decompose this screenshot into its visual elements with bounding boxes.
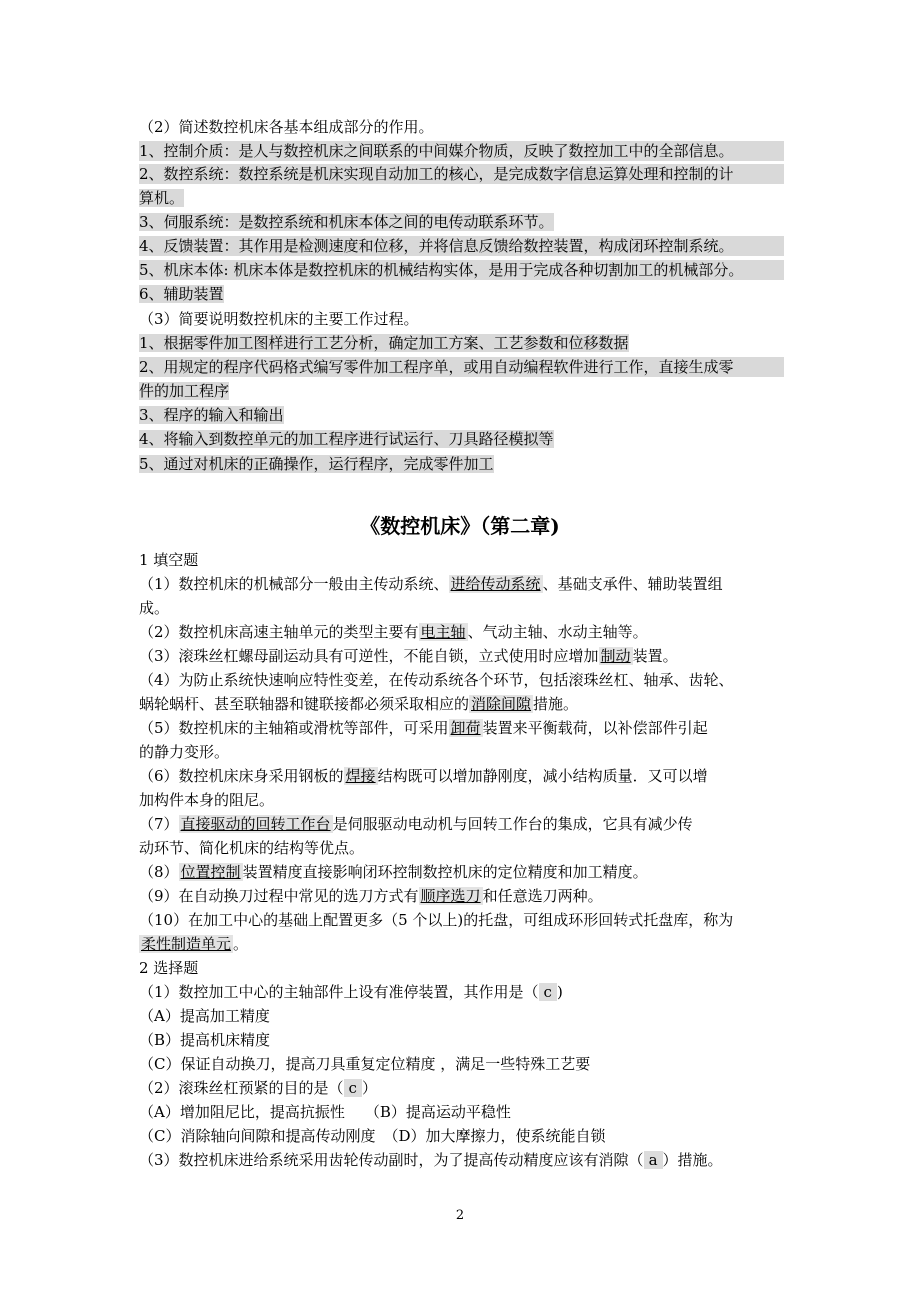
fill-q6-line2: 加构件本身的阻尼。 [139, 791, 275, 809]
answer-6: 6、辅助装置 [139, 285, 224, 303]
fill-answer: 直接驱动的回转工作台 [180, 815, 331, 833]
fill-q1-line2: 成。 [139, 599, 170, 617]
answer-2-line1: 2、数控系统：数控系统是机床实现自动加工的核心，是完成数字信息运算处理和控制的计 [139, 164, 784, 184]
choice-q1-option-a: （A）提高加工精度 [139, 1007, 270, 1025]
question-3: （3）简要说明数控机床的主要工作过程。 [139, 310, 419, 328]
fill-q10: （10）在加工中心的基础上配置更多（5 个以上)的托盘，可组成环形回转式托盘库，称为 [139, 911, 734, 929]
answer-1: 1、控制介质：是人与数控机床之间联系的中间媒介物质，反映了数控加工中的全部信息。 [139, 141, 784, 161]
step-4: 4、将输入到数控单元的加工程序进行试运行、刀具路径模拟等 [139, 430, 554, 448]
choice-answer: c [539, 983, 557, 1001]
fill-heading: 1 填空题 [139, 551, 199, 569]
fill-answer: 卸荷 [450, 719, 481, 737]
fill-answer: 制动 [600, 647, 631, 665]
step-5: 5、通过对机床的正确操作，运行程序，完成零件加工 [139, 455, 494, 473]
choice-q2-option-a: （A）增加阻尼比，提高抗振性 [139, 1103, 345, 1121]
fill-q7-line2: 动环节、简化机床的结构等优点。 [139, 839, 365, 857]
fill-q8: （8） 位置控制 装置精度直接影响闭环控制数控机床的定位精度和加工精度。 [139, 863, 648, 881]
chapter-title: 《数控机床》（第二章) [360, 514, 560, 538]
question-2: （2）简述数控机床各基本组成部分的作用。 [139, 118, 434, 136]
step-2-line1: 2、用规定的程序代码格式编写零件加工程序单，或用自动编程软件进行工作，直接生成零 [139, 357, 784, 377]
fill-q4-line2: 蜗轮蜗杆、甚至联轴器和键联接都必须采取相应的 消除间隙 措施。 [139, 695, 579, 713]
choice-q2-options-ab [139, 1102, 784, 1122]
fill-answer: 电主轴 [420, 623, 466, 641]
choice-q2: （2）滚珠丝杠预紧的目的是（ c ） [139, 1079, 377, 1097]
page-number: 2 [455, 1208, 465, 1223]
fill-answer: 进给传动系统 [450, 575, 541, 593]
fill-q1: （1）数控机床的机械部分一般由主传动系统、 进给传动系统 、基础支承件、辅助装置组 [139, 575, 723, 593]
choice-q1-option-c: （C）保证自动换刀，提高刀具重复定位精度 ，满足一些特殊工艺要 [139, 1055, 591, 1073]
choice-q1: （1）数控加工中心的主轴部件上设有准停装置，其作用是（ c ) [139, 983, 563, 1001]
choice-answer: c [344, 1079, 362, 1097]
fill-answer: 位置控制 [180, 863, 241, 881]
step-1: 1、根据零件加工图样进行工艺分析，确定加工方案、工艺参数和位移数据 [139, 334, 629, 352]
step-3: 3、程序的输入和输出 [139, 406, 284, 424]
fill-q5-line2: 的静力变形。 [139, 743, 230, 761]
fill-answer: 柔性制造单元 [141, 935, 232, 953]
fill-q4: （4）为防止系统快速响应特性变差，在传动系统各个环节，包括滚珠丝杠、轴承、齿轮、 [139, 671, 734, 689]
choice-q2-options-cd [139, 1126, 784, 1146]
answer-3: 3、伺服系统：是数控系统和机床本体之间的电传动联系环节。 [139, 213, 554, 231]
fill-answer: 消除间隙 [471, 695, 532, 713]
fill-answer: 焊接 [345, 767, 376, 785]
choice-q3: （3）数控机床进给系统采用齿轮传动副时，为了提高传动精度应该有消隙（ a ）措施。 [139, 1151, 723, 1169]
fill-q6: （6）数控机床床身采用钢板的 焊接 结构既可以增加静刚度，减小结构质量．又可以增 [139, 767, 708, 785]
choice-q1-option-b: （B）提高机床精度 [139, 1031, 271, 1049]
fill-q3: （3）滚珠丝杠螺母副运动具有可逆性，不能自锁，立式使用时应增加 制动 装置。 [139, 647, 678, 665]
fill-q7: （7） 直接驱动的回转工作台 是伺服驱动电动机与回转工作台的集成，它具有减少传 [139, 815, 693, 833]
answer-4: 4、反馈装置：其作用是检测速度和位移，并将信息反馈给数控装置，构成闭环控制系统。 [139, 236, 784, 256]
choice-answer: a [644, 1151, 663, 1169]
fill-q9: （9）在自动换刀过程中常见的选刀方式有 顺序选刀 和任意选刀两种。 [139, 887, 603, 905]
choice-q2-option-b: （B）提高运动平稳性 [364, 1103, 511, 1121]
step-2-line2: 件的加工程序 [139, 382, 230, 400]
answer-2-line2: 算机。 [139, 189, 185, 207]
answer-5: 5、机床本体: 机床本体是数控机床的机械结构实体，是用于完成各种切割加工的机械部分。 [139, 260, 784, 280]
fill-answer: 顺序选刀 [420, 887, 481, 905]
fill-q5: （5）数控机床的主轴箱或滑枕等部件，可采用 卸荷 装置来平衡载荷，以补偿部件引起 [139, 719, 708, 737]
choice-q2-option-d: （D）加大摩擦力，使系统能自锁 [383, 1127, 606, 1145]
fill-q10-line2: 柔性制造单元 。 [141, 935, 249, 953]
fill-q2: （2）数控机床高速主轴单元的类型主要有 电主轴 、气动主轴、水动主轴等。 [139, 623, 648, 641]
choice-q2-option-c: （C）消除轴向间隙和提高传动刚度 [139, 1127, 376, 1145]
choice-heading: 2 选择题 [139, 959, 199, 977]
